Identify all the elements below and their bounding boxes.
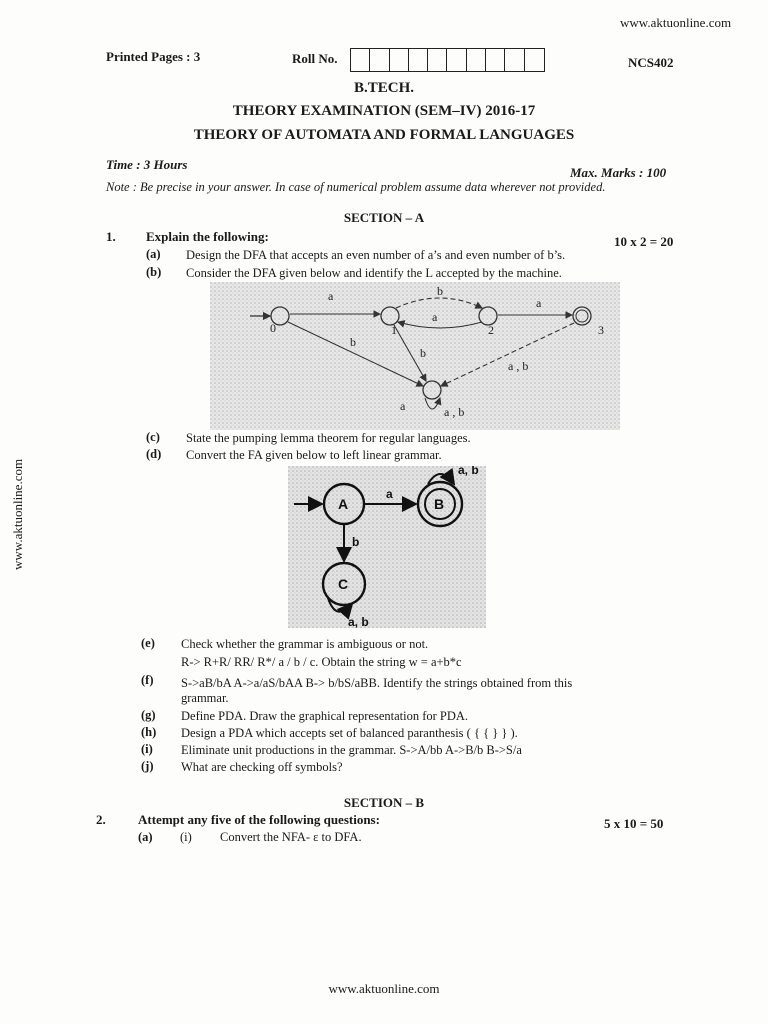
website-header: www.aktuonline.com: [620, 15, 732, 30]
fa-label-C: C: [338, 576, 349, 592]
item-label-g: (g): [141, 708, 156, 722]
fa-figure: [288, 466, 486, 628]
item-text-f-cont: grammar.: [181, 691, 229, 705]
item-text-d: Convert the FA given below to left linear grammar.: [186, 448, 442, 462]
q2-item-label-a: (a): [138, 830, 153, 844]
item-label-c: (c): [146, 430, 160, 444]
title-exam: THEORY EXAMINATION (SEM–IV) 2016-17: [232, 103, 536, 119]
roll-number-boxes: [350, 48, 545, 72]
item-text-e: Check whether the grammar is ambiguous or not.: [181, 637, 429, 651]
q2-title: Attempt any five of the following questions:: [138, 812, 380, 827]
dfa-edge-label-2: a: [432, 310, 438, 324]
item-text-h: Design a PDA which accepts set of balanced paranthesis ( { { } } ).: [181, 726, 518, 740]
item-label-h: (h): [141, 725, 157, 739]
item-label-d: (d): [146, 447, 162, 461]
roll-no-label: Roll No.: [292, 51, 338, 66]
q2-sub-text: Convert the NFA- ε to DFA.: [220, 830, 362, 844]
item-label-e: (e): [141, 636, 155, 650]
title-degree: B.TECH.: [353, 80, 414, 96]
side-watermark: www.aktuonline.com: [10, 458, 25, 570]
fa-label-A: A: [338, 496, 349, 512]
fa-label-B: B: [434, 496, 445, 512]
item-text-g: Define PDA. Draw the graphical representation for PDA.: [181, 709, 469, 723]
fa-edge-label-a: a: [386, 487, 393, 501]
item-text-f: S->aB/bA A->a/aS/bAA B-> b/bS/aBB. Identify the strings obtained from this: [181, 676, 573, 690]
q2-marks: 5 x 10 = 50: [604, 816, 664, 831]
dfa-figure: [210, 282, 620, 430]
dfa-edge-label-5: b: [420, 346, 426, 360]
item-text-a: Design the DFA that accepts an even number of a’s and even number of b’s.: [186, 248, 566, 262]
item-text-c: State the pumping lemma theorem for regular languages.: [186, 431, 471, 445]
section-b-heading: SECTION – B: [343, 795, 425, 810]
dfa-edge-label-6: a , b: [508, 359, 529, 373]
dfa-edge-label-4: b: [350, 335, 356, 349]
paper-code: NCS402: [628, 55, 674, 70]
printed-pages: Printed Pages : 3: [106, 49, 201, 64]
note-text: Note : Be precise in your answer. In case of numerical problem assume data wherever not provided.: [106, 180, 606, 194]
dfa-edge-label-8: a , b: [444, 405, 465, 419]
q1-number: 1.: [106, 229, 116, 244]
dfa-state-label-0: 0: [270, 321, 276, 335]
item-label-b: (b): [146, 265, 162, 279]
dfa-edge-label-3: a: [536, 296, 542, 310]
q2-number: 2.: [96, 812, 106, 827]
time-label: Time : 3 Hours: [106, 157, 188, 172]
q1-marks: 10 x 2 = 20: [614, 234, 674, 249]
item-label-i: (i): [141, 742, 153, 756]
q1-title: Explain the following:: [146, 229, 269, 244]
dfa-state-label-1: 1: [391, 323, 397, 337]
fa-edge-label-C-loop: a, b: [348, 615, 369, 628]
dfa-edge-label-7: a: [400, 399, 406, 413]
item-text-b: Consider the DFA given below and identify the L accepted by the machine.: [186, 266, 562, 280]
item-text-i: Eliminate unit productions in the grammar. S->A/bb A->B/b B->S/a: [181, 743, 522, 757]
title-subject: THEORY OF AUTOMATA AND FORMAL LANGUAGES: [193, 127, 575, 143]
dfa-edge-label-1: b: [437, 284, 443, 298]
q2-sub-label-i: (i): [180, 830, 192, 844]
item-label-j: (j): [141, 759, 154, 773]
fa-edge-label-B-loop: a, b: [458, 466, 479, 477]
section-a-heading: SECTION – A: [343, 210, 425, 225]
item-label-a: (a): [146, 247, 161, 261]
dfa-state-label-2: 2: [488, 323, 494, 337]
website-footer: www.aktuonline.com: [328, 981, 440, 996]
dfa-state-label-3: 3: [598, 323, 604, 337]
dfa-edge-label-0: a: [328, 289, 334, 303]
fa-edge-label-b: b: [352, 535, 360, 549]
item-label-f: (f): [141, 673, 154, 687]
item-text-e-cont: R-> R+R/ RR/ R*/ a / b / c. Obtain the string w = a+b*c: [181, 655, 462, 669]
max-marks: Max. Marks : 100: [570, 165, 667, 180]
item-text-j: What are checking off symbols?: [181, 760, 343, 774]
